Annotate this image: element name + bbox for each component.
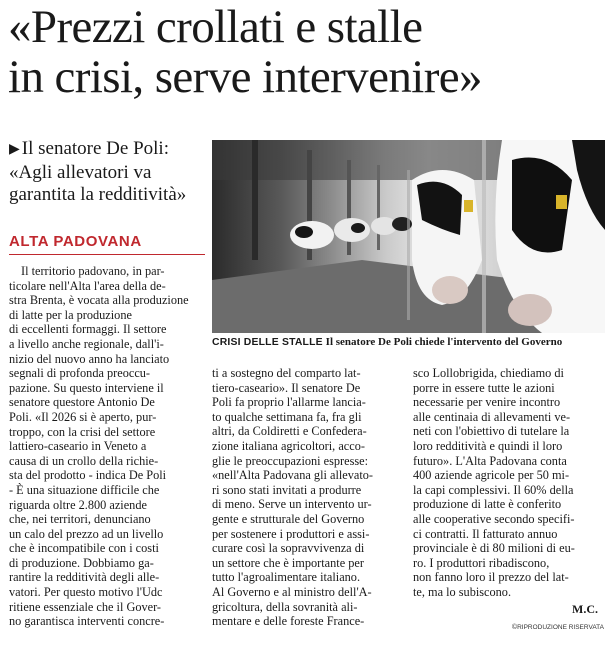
article-line: produzione di latte è conferito	[413, 497, 562, 512]
article-line: alle cooperative secondo specifi-	[413, 511, 575, 526]
article-line: causa di un crollo della richie-	[9, 453, 159, 468]
article-line: Il territorio padovano, in par-	[21, 264, 165, 278]
article-line: gente e strutturale del Governo	[212, 511, 365, 526]
article-line: nizio del nuovo anno ha lanciato	[9, 351, 170, 366]
article-line: Al Governo e al ministro dell'A-	[212, 584, 372, 599]
article-line: Poli. «Il 2026 si è aperto, pur-	[9, 409, 157, 424]
copyright-icon: ©	[511, 624, 518, 631]
subhead-line-1: Il senatore De Poli:	[21, 138, 169, 159]
article-line: sta del prodotto - indica De Poli	[9, 468, 167, 483]
headline	[8, 2, 608, 102]
caption-label: CRISI DELLE STALLE	[212, 337, 323, 348]
article-line: ritiene essenziale che il Gover-	[9, 599, 162, 614]
article-line: pazione. Su questo interviene il	[9, 380, 164, 395]
copyright-text: RIPRODUZIONE RISERVATA	[517, 624, 604, 631]
article-line: riguarda oltre 2.800 aziende	[9, 497, 147, 512]
article-line: loro redditività e quindi il loro	[413, 438, 563, 453]
article-line: per sostenere i produttori e assi-	[212, 526, 370, 541]
article-line: Poli fa proprio l'allarme lancia-	[212, 395, 366, 410]
article-column-3	[413, 366, 605, 600]
photo-caption	[212, 336, 605, 349]
article-column-1	[9, 264, 199, 629]
article-line: to qualche settimana fa, fra gli	[212, 409, 362, 424]
article-line: senatore questore Antonio De	[9, 395, 155, 410]
article-line: ri sono stati invitati a produrre	[212, 482, 362, 497]
article-line: porre in essere tutte le azioni	[413, 380, 555, 395]
article-line: necessarie per venire incontro	[413, 395, 561, 410]
article-line: di eccellenti formaggi. Il settore	[9, 322, 167, 337]
article-line: mentare e delle foreste France-	[212, 614, 365, 629]
author-signature: M.C.	[572, 602, 598, 616]
arrow-right-icon: ▶	[9, 142, 20, 157]
article-line: glie le preoccupazioni espresse:	[212, 453, 369, 468]
section-label: ALTA PADOVANA	[9, 233, 205, 255]
article-line: 400 aziende agricole per 50 mi-	[413, 468, 570, 483]
headline-line-2: in crisi, serve intervenire»	[8, 51, 482, 103]
subhead-line-2: «Agli allevatori va	[9, 162, 152, 183]
article-line: di latte per la produzione	[9, 307, 132, 322]
article-line: un settore che è importante per	[212, 555, 364, 570]
article-line: non fanno loro il prezzo del lat-	[413, 570, 569, 585]
article-line: ci contratti. Il fatturato annuo	[413, 526, 558, 541]
cows-photo-illustration	[212, 140, 605, 333]
headline-line-1: «Prezzi crollati e stalle	[8, 1, 423, 53]
article-line: a livello anche regionale, dall'i-	[9, 336, 164, 351]
article-line: - È una situazione difficile che	[9, 482, 160, 497]
article-line: no garantisca interventi concre-	[9, 614, 165, 629]
article-line: troppo, con la crisi del settore	[9, 424, 156, 439]
article-line: curare così la sopravvivenza di	[212, 541, 365, 556]
article-line: futuro». L'Alta Padovana conta	[413, 453, 567, 468]
article-line: zione italiana agricoltori, acco-	[212, 438, 365, 453]
article-line: neti con l'obiettivo di tutelare la	[413, 424, 570, 439]
subhead-line-3: garantita la redditività»	[9, 184, 187, 205]
article-line: segnali di profonda preoccu-	[9, 366, 151, 381]
article-line: ti a sostegno del comparto lat-	[212, 366, 361, 380]
article-line: «nell'Alta Padovana gli allevato-	[212, 468, 374, 483]
article-line: gricoltura, della sovranità ali-	[212, 599, 358, 614]
article-line: di meno. Serve un intervento ur-	[212, 497, 372, 512]
article-line: che è incompatibile con i costi	[9, 541, 159, 556]
article-line: sco Lollobrigida, chiediamo di	[413, 366, 564, 380]
article-line: lattiero-caseario in Veneto a	[9, 439, 147, 454]
article-line: ticolare nell'Alta l'area della de-	[9, 278, 166, 293]
article-line: tiero-caseario». Il senatore De	[212, 380, 361, 395]
article-column-2	[212, 366, 402, 629]
article-photo	[212, 140, 605, 333]
article-line: rantire la redditività degli alle-	[9, 570, 160, 585]
article-line: di produzione. Dobbiamo ga-	[9, 555, 154, 570]
article-line: la capi complessivi. Il 60% della	[413, 482, 574, 497]
article-line: stra Brenta, è vocata alla produzione	[9, 293, 189, 308]
caption-text: Il senatore De Poli chiede l'intervento del Governo	[325, 336, 563, 348]
article-line: te, ma lo subiscono.	[413, 584, 512, 599]
article-line: altri, da Coldiretti e Confedera-	[212, 424, 367, 439]
article-line: tutto l'agroalimentare italiano.	[212, 570, 361, 585]
subheadline	[9, 138, 207, 206]
article-line: alle centinaia di allevamenti ve-	[413, 409, 571, 424]
article-line: provinciale è di 80 milioni di eu-	[413, 541, 575, 556]
article-line: un calo del prezzo ad un livello	[9, 526, 164, 541]
article-line: ro. I produttori ribadiscono,	[413, 555, 550, 570]
article-line: che, nei territori, denunciano	[9, 512, 151, 527]
article-line: vatori. Per questo motivo l'Udc	[9, 585, 163, 600]
copyright-notice	[512, 624, 604, 631]
